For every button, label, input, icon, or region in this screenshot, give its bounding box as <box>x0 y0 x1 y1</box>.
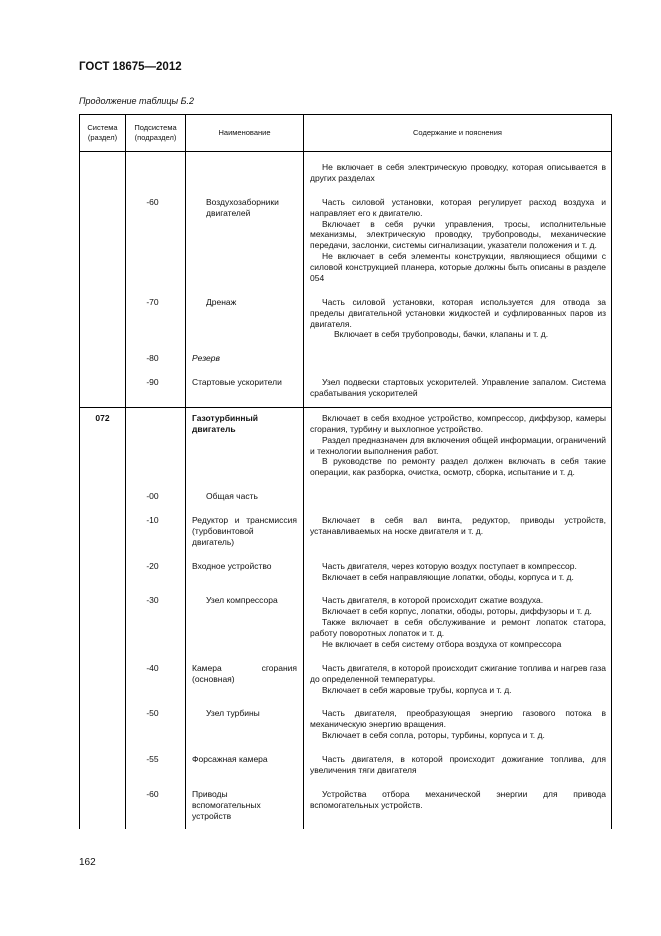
name-cell <box>186 152 304 192</box>
content-cell <box>304 749 612 784</box>
content-cell <box>304 486 612 510</box>
subsystem-cell: -50 <box>126 703 186 749</box>
name-cell: Входное устройство <box>186 556 304 591</box>
name-cell: Стартовые ускорители <box>186 372 304 407</box>
content-paragraph: Включает в себя трубопроводы, бачки, клапаны и т. д. <box>334 329 549 340</box>
name-cell: Воздухозаборники двигателей <box>186 192 304 292</box>
content-cell <box>304 590 612 657</box>
system-cell <box>80 590 126 657</box>
subsystem-cell: -30 <box>126 590 186 657</box>
system-cell <box>80 703 126 749</box>
page-number: 162 <box>79 857 96 868</box>
content-paragraph: Часть двигателя, в которой происходит дожигание топлива, для увеличения тяги двигателя <box>310 754 606 775</box>
header-subsystem: Подсистема (подраздел) <box>126 115 186 152</box>
name-cell: Камера сгорания (основная) <box>186 658 304 704</box>
subsystem-cell <box>126 152 186 192</box>
subsystem-cell: -60 <box>126 784 186 830</box>
content-paragraph: Часть двигателя, в которой происходит сжатие воздуха. <box>322 595 544 606</box>
subsystem-cell: -90 <box>126 372 186 407</box>
table-row <box>80 372 612 407</box>
name-cell: Газотурбинный двигатель <box>186 407 304 486</box>
subsystem-cell: -10 <box>126 510 186 556</box>
table-row <box>80 348 612 372</box>
content-paragraph: Часть двигателя, через которую воздух поступает в компрессор. <box>322 560 577 571</box>
content-paragraph: Часть силовой установки, которая используется для отвода за пределы двигательной установки жидкостей и суфлированных паров из двигателя. <box>310 296 606 329</box>
system-cell <box>80 486 126 510</box>
table-row <box>80 784 612 830</box>
content-paragraph: Также включает в себя обслуживание и ремонт лопаток статора, работу поворотных лопаток и т. д. <box>310 617 606 638</box>
subsystem-cell: -00 <box>126 486 186 510</box>
table-row <box>80 590 612 657</box>
content-cell <box>304 658 612 704</box>
table-row <box>80 556 612 591</box>
subsystem-cell: -40 <box>126 658 186 704</box>
content-paragraph: Включает в себя корпус, лопатки, ободы, роторы, диффузоры и т. д. <box>322 606 592 617</box>
content-paragraph: Не включает в себя систему отбора воздуха от компрессора <box>322 638 562 649</box>
content-paragraph: Включает в себя входное устройство, компрессор, диффузор, камеры сгорания, турбину и выхлопное устройство. <box>310 412 606 434</box>
document-title: ГОСТ 18675—2012 <box>79 61 182 73</box>
content-paragraph: Включает в себя вал винта, редуктор, приводы устройств, устанавливаемых на носке двигателя и т. д. <box>310 515 606 536</box>
classification-table <box>79 114 612 829</box>
name-cell: Редуктор и трансмиссия (турбовинтовой двигатель) <box>186 510 304 556</box>
name-cell: Резерв <box>186 348 304 372</box>
table-row <box>80 749 612 784</box>
content-cell <box>304 372 612 407</box>
content-cell <box>304 784 612 830</box>
content-paragraph: Устройства отбора механической энергии для привода вспомогательных устройств. <box>310 788 606 810</box>
subsystem-cell: -55 <box>126 749 186 784</box>
subsystem-cell: -70 <box>126 292 186 349</box>
table-row <box>80 192 612 292</box>
content-paragraph: Включает в себя жаровые трубы, корпуса и т. д. <box>322 684 512 695</box>
table-row <box>80 152 612 192</box>
content-cell <box>304 703 612 749</box>
content-cell <box>304 192 612 292</box>
header-content: Содержание и пояснения <box>304 115 612 152</box>
content-paragraph: В руководстве по ремонту раздел должен включать в себя такие операции, как разборка, очистка, осмотр, сборка, испытание и т. д. <box>310 456 606 478</box>
content-paragraph: Включает в себя ручки управления, тросы, исполнительные механизмы, электрическую проводку, трубопроводы, механические передачи, заслонки, системы сигнализации, указатели положения и т. д. <box>310 218 606 251</box>
system-cell <box>80 152 126 192</box>
name-cell: Общая часть <box>186 486 304 510</box>
content-paragraph: Часть двигателя, в которой происходит сжигание топлива и нагрев газа до определенной температуры. <box>310 662 606 684</box>
table-row <box>80 510 612 556</box>
subsystem-cell: -20 <box>126 556 186 591</box>
subsystem-cell: -60 <box>126 192 186 292</box>
system-cell: 072 <box>80 407 126 486</box>
system-cell <box>80 292 126 349</box>
subsystem-cell <box>126 407 186 486</box>
table-caption: Продолжение таблицы Б.2 <box>79 96 195 106</box>
content-paragraph: Включает в себя направляющие лопатки, ободы, корпуса и т. д. <box>322 571 574 582</box>
table-row <box>80 486 612 510</box>
content-paragraph: Не включает в себя электрическую проводку, которая описывается в других разделах <box>310 162 606 183</box>
content-cell <box>304 556 612 591</box>
content-paragraph: Не включает в себя элементы конструкции, являющиеся общими с силовой конструкцией планера, которые должны быть описаны в разделе 054 <box>310 251 606 283</box>
content-cell <box>304 292 612 349</box>
content-paragraph: Включает в себя сопла, роторы, турбины, корпуса и т. д. <box>322 730 545 741</box>
system-cell <box>80 348 126 372</box>
name-cell: Узел турбины <box>186 703 304 749</box>
system-cell <box>80 658 126 704</box>
table-row <box>80 407 612 486</box>
content-cell <box>304 348 612 372</box>
name-cell: Дренаж <box>186 292 304 349</box>
header-system: Система (раздел) <box>80 115 126 152</box>
table-row <box>80 703 612 749</box>
name-cell: Приводы вспомогательных устройств <box>186 784 304 830</box>
content-paragraph: Узел подвески стартовых ускорителей. Управление запалом. Система срабатывания ускорителей <box>310 377 606 398</box>
system-cell <box>80 192 126 292</box>
table-row <box>80 292 612 349</box>
name-cell: Узел компрессора <box>186 590 304 657</box>
system-cell <box>80 749 126 784</box>
subsystem-cell: -80 <box>126 348 186 372</box>
content-cell <box>304 152 612 192</box>
content-paragraph: Часть двигателя, преобразующая энергию газового потока в механическую энергию вращения. <box>310 708 606 730</box>
content-cell <box>304 510 612 556</box>
content-cell <box>304 407 612 486</box>
header-name: Наименование <box>186 115 304 152</box>
table-row <box>80 658 612 704</box>
content-paragraph: Раздел предназначен для включения общей информации, ограничений и технологии выполнения работ. <box>310 434 606 456</box>
table-header-row <box>80 115 612 152</box>
table-body <box>80 152 612 830</box>
content-paragraph: Часть силовой установки, которая регулирует расход воздуха и направляет его к двигателю. <box>310 196 606 218</box>
system-cell <box>80 372 126 407</box>
system-cell <box>80 510 126 556</box>
name-cell: Форсажная камера <box>186 749 304 784</box>
system-cell <box>80 784 126 830</box>
system-cell <box>80 556 126 591</box>
